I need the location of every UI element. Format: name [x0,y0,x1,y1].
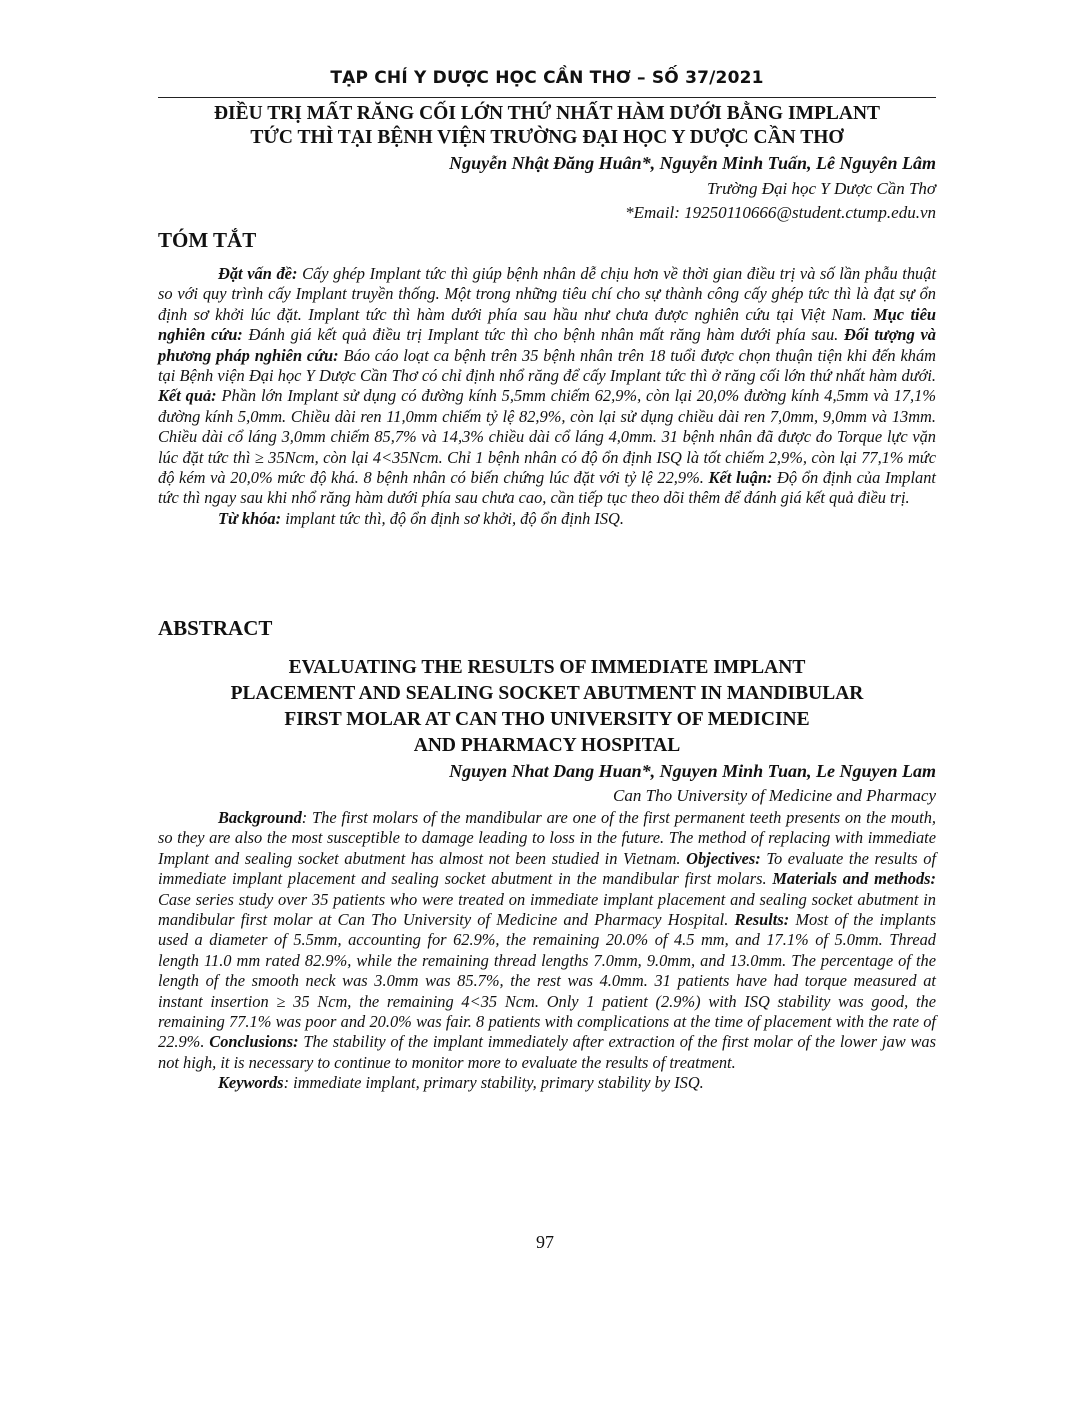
vietnamese-authors: Nguyễn Nhật Đăng Huân*, Nguyễn Minh Tuấn, Lê Nguyên Lâm [449,153,936,173]
abstract-heading: ABSTRACT [158,616,273,640]
vietnamese-title [158,102,936,150]
conclusion-label: Conclusions: [209,1032,299,1052]
methods-label: Đối tượng và phương pháp nghiên cứu: [158,325,936,365]
keywords-label: Từ khóa: [218,508,282,528]
english-authors: Nguyen Nhat Dang Huan*, Nguyen Minh Tuan, Le Nguyen Lam [449,761,936,781]
english-title-line: PLACEMENT AND SEALING SOCKET ABUTMENT IN MANDIBULAR [230,683,864,704]
english-abstract-paragraph [158,808,936,1073]
english-title [158,655,936,759]
objectives-text: Đánh giá kết quả điều trị Implant tức thì cho bệnh nhân mất răng hàm dưới phía sau. [242,325,844,345]
vietnamese-keywords [158,509,936,529]
keywords-label: Keywords [218,1073,284,1093]
results-label: Results: [734,910,790,930]
methods-text: Case series study over 35 patients who were treated on immediate implant placement and sealing socket abutment in mandibular first molar at Can Tho University of Medicine and Pharmacy Hospital. [158,889,936,930]
english-title-line: AND PHARMACY HOSPITAL [413,735,681,756]
english-keywords [158,1073,936,1093]
methods-label: Materials and methods: [772,869,936,889]
keywords-text: : immediate implant, primary stability, primary stability by ISQ. [283,1073,704,1093]
background-text: : The first molars of the mandibular are one of the first permanent teeth presents on the mouth, so they are also the most susceptible to damage leading to loss in the future. The method of replacing with immediate Implant and sealing socket abutment has almost not been studied in Vietnam. [158,808,936,868]
journal-header: TẠP CHÍ Y DƯỢC HỌC CẦN THƠ – SỐ 37/2021 [330,68,764,88]
page-number: 97 [536,1232,554,1252]
conclusion-text: The stability of the implant immediately after extraction of the first molar of the lower jaw was not high, it is necessary to continue to monitor more to evaluate the results of treatment. [158,1032,936,1072]
methods-text: Báo cáo loạt ca bệnh trên 35 bệnh nhân trên 18 tuổi được chọn thuận tiện khi đến khám tại Bệnh viện Đại học Y Dược Cần Thơ có chỉ định nhổ răng để cấy Implant tức thì ở răng cối lớn thứ nhất hàm dưới. [158,345,936,386]
vietnamese-affiliation: Trường Đại học Y Dược Cần Thơ [706,179,936,198]
english-abstract [158,808,936,1094]
results-text: Most of the implants used a diameter of 5.5mm, accounting for 62.9%, the remaining 20.0% of 4.5 mm, and 17.1% of 5.0mm. Thread length 11.0 mm rated 82.9%, while the remaining thread lengths 7.0mm, 9.0mm, and 13.0mm. The percentage of the length of the smooth neck was 3.0mm was 85.7%, the rest was 4.0mm. 31 patients have had torque measured at instant insertion ≥ 35 Ncm, the remaining 4<35 Ncm. Only 1 patient (2.9%) with ISQ stability was good, the remaining 77.1% was poor and 20.0% was fair. 8 patients with complications at the time of placement with the rate of 22.9%. [158,910,936,1052]
results-label: Kết quả: [158,386,217,406]
background-label: Đặt vấn đề: [218,264,298,283]
vietnamese-title-line: ĐIỀU TRỊ MẤT RĂNG CỐI LỚN THỨ NHẤT HÀM DƯỚI BẰNG IMPLANT [213,103,881,124]
background-text: Cấy ghép Implant tức thì giúp bệnh nhân dễ chịu hơn về thời gian điều trị và số lần phẫu thuật so với quy trình cấy Implant truyền thống. Một trong những tiêu chí cho sự thành công cấy ghép tức thì là đạt sự ổn định sơ khởi lúc đặt. Implant tức thì hàm dưới phía sau hầu như chưa được nghiên cứu tại Việt Nam. [158,264,936,324]
vietnamese-abstract [158,264,936,529]
vietnamese-abstract-paragraph [158,264,936,509]
english-title-line: EVALUATING THE RESULTS OF IMMEDIATE IMPLANT [288,657,806,678]
results-text: Phần lớn Implant sử dụng có đường kính 5,5mm chiếm 62,9%, còn lại 20,0% đường kính 4,5mm và 17,1% đường kính 5,0mm. Chiều dài ren 11,0mm chiếm tỷ lệ 82,9%, còn lại sử dụng chiều dài ren 7,0mm, 9,0mm và 13mm. Chiều dài cổ láng 3,0mm chiếm 85,7% và 14,3% chiều dài cổ láng 4,0mm. 31 bệnh nhân đã được đo Torque lực vặn lúc đặt tức thì ≥ 35Ncm, còn lại 4<35Ncm. Chỉ 1 bệnh nhân có độ ổn định ISQ là tốt chiếm 2,9%, còn lại 77,1% mức độ kém và 20,0% mức độ khá. 8 bệnh nhân có biến chứng lúc đặt với tỷ lệ 22,9%. [158,386,936,488]
objectives-label: Mục tiêu nghiên cứu: [158,304,937,345]
header-rule [158,97,936,98]
objectives-label: Objectives: [686,848,761,868]
conclusion-text: Độ ổn định của Implant tức thì ngay sau khi nhổ răng hàm dưới phía sau chưa cao, cần tiếp tục theo dõi thêm để đánh giá kết quả điều trị. [158,468,936,508]
corresponding-email: *Email: 19250110666@student.ctump.edu.vn [625,203,936,222]
keywords-text: implant tức thì, độ ổn định sơ khởi, độ ổn định ISQ. [281,508,624,528]
conclusion-label: Kết luận: [708,468,773,488]
objectives-text: To evaluate the results of immediate implant placement and sealing socket abutment in the mandibular first molars. [158,848,936,889]
background-label: Background [218,808,302,827]
english-title-line: FIRST MOLAR AT CAN THO UNIVERSITY OF MEDICINE [284,709,810,730]
summary-heading: TÓM TẮT [158,228,257,252]
vietnamese-title-line: TỨC THÌ TẠI BỆNH VIỆN TRƯỜNG ĐẠI HỌC Y DƯỢC CẦN THƠ [250,127,844,148]
english-affiliation: Can Tho University of Medicine and Pharmacy [613,786,936,805]
